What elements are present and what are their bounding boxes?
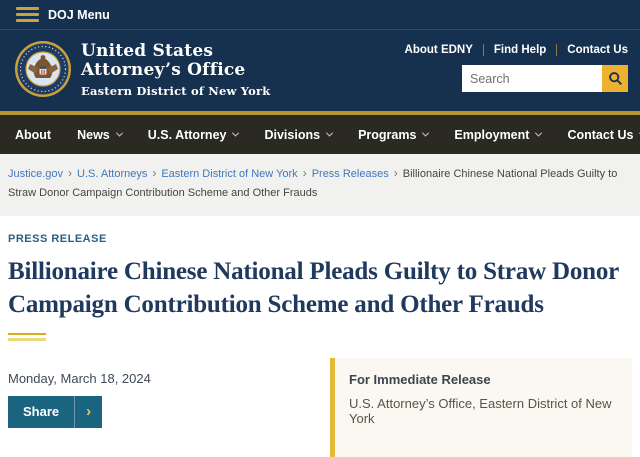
release-office: U.S. Attorney’s Office, Eastern District of New York xyxy=(349,395,612,426)
breadcrumb-eastern-district[interactable]: Eastern District of New York xyxy=(161,168,298,181)
chevron-separator-icon: › xyxy=(393,166,398,181)
doj-menu-button[interactable]: DOJ Menu xyxy=(48,7,110,22)
district-name: Eastern District of New York xyxy=(81,84,271,99)
search-input[interactable] xyxy=(462,65,602,92)
header-quick-links xyxy=(405,44,628,56)
chevron-right-icon[interactable]: › xyxy=(86,403,92,421)
breadcrumb-press-releases[interactable]: Press Releases xyxy=(311,168,389,181)
for-immediate-release-panel xyxy=(330,358,632,457)
chevron-down-icon xyxy=(535,130,542,137)
agency-line2: Attorney’s Office xyxy=(81,60,246,81)
link-find-help[interactable]: Find Help xyxy=(493,44,547,56)
press-release-article xyxy=(0,216,640,457)
search-icon xyxy=(608,71,623,86)
nav-item-news[interactable]: News xyxy=(64,115,135,154)
doj-seal-logo[interactable] xyxy=(14,40,72,98)
search-bar xyxy=(462,65,628,92)
chevron-down-icon xyxy=(116,130,123,137)
chevron-separator-icon: › xyxy=(152,166,157,181)
nav-item-about[interactable]: About xyxy=(15,127,52,142)
divider xyxy=(483,44,484,56)
main-navigation xyxy=(0,115,640,154)
chevron-separator-icon: › xyxy=(302,166,307,181)
nav-item-contact-us[interactable]: Contact Us xyxy=(554,115,640,154)
nav-item-employment[interactable]: Employment xyxy=(441,115,554,154)
divider xyxy=(556,44,557,56)
hamburger-menu-icon[interactable] xyxy=(16,7,39,22)
breadcrumb-current-page: Billionaire Chinese National Pleads Guilty to Straw Donor Campaign Contribution Scheme and Other Frauds xyxy=(8,168,618,200)
chevron-down-icon xyxy=(326,130,333,137)
doj-menu-bar xyxy=(0,0,640,30)
chevron-down-icon xyxy=(232,130,239,137)
press-release-kicker: PRESS RELEASE xyxy=(8,232,107,245)
chevron-down-icon xyxy=(422,130,429,137)
title-underline-accent xyxy=(8,333,46,341)
nav-item-divisions[interactable]: Divisions xyxy=(251,115,345,154)
agency-title xyxy=(81,40,270,98)
share-button[interactable] xyxy=(8,396,102,428)
nav-item-us-attorney[interactable]: U.S. Attorney xyxy=(135,115,252,154)
page-title: Billionaire Chinese National Pleads Guilty to Straw Donor Campaign Contribution Scheme and Other Frauds xyxy=(8,257,619,318)
release-date: Monday, March 18, 2024 xyxy=(8,370,151,386)
breadcrumb-justice-gov[interactable]: Justice.gov xyxy=(8,168,64,181)
nav-item-programs[interactable]: Programs xyxy=(345,115,441,154)
share-button-label[interactable]: Share xyxy=(23,403,60,419)
agency-line1: United States xyxy=(81,41,214,61)
search-button[interactable] xyxy=(602,65,628,92)
link-contact-us[interactable]: Contact Us xyxy=(567,44,628,56)
chevron-separator-icon: › xyxy=(68,166,73,181)
breadcrumb-us-attorneys[interactable]: U.S. Attorneys xyxy=(77,168,148,181)
release-heading: For Immediate Release xyxy=(349,371,491,387)
link-about-edny[interactable]: About EDNY xyxy=(404,44,473,56)
breadcrumb xyxy=(0,154,640,216)
site-header xyxy=(0,30,640,111)
